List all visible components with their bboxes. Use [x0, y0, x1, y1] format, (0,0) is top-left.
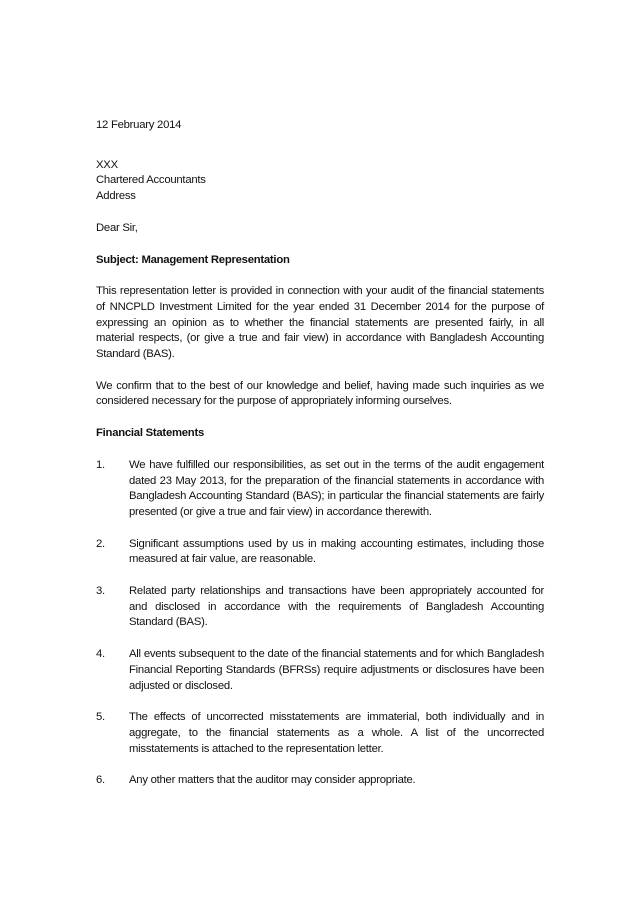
list-item	[96, 647, 544, 694]
subject-line: Subject: Management Representation	[96, 253, 290, 266]
recipient-name: XXX	[96, 158, 118, 171]
confirmation-paragraph: We confirm that to the best of our knowledge and belief, having made such inquiries as we considered necessary for the purpose of appropriately informing ourselves.	[96, 379, 544, 408]
list-item	[96, 537, 544, 568]
intro-paragraph: This representation letter is provided in connection with your audit of the financial statements of NNCPLD Investment Limited for the year ended 31 December 2014 for the purpose of expressing an opinion as to whether the financial statements are presented fairly, in all material respects, (or give a true and fair view) in accordance with Bangladesh Accounting Standard (BAS).	[96, 285, 544, 361]
recipient-line-3: Address	[96, 190, 136, 203]
list-item-number: 1.	[96, 458, 105, 471]
list-item-number: 6.	[96, 774, 105, 787]
list-item-text: We have fulfilled our responsibilities, as set out in the terms of the audit engagement dated 23 May 2013, for the preparation of the financial statements in accordance with Bangladesh Accounting Standard (BAS); in particular the financial statements are fairly presented (or give a true and fair view) in accordance therewith.	[129, 458, 544, 518]
recipient-line-2: Chartered Accountants	[96, 174, 206, 187]
list-item-text: Related party relationships and transactions have been appropriately accounted for and disclosed in accordance with the requirements of Bangladesh Accounting Standard (BAS).	[129, 585, 544, 629]
list-item-number: 4.	[96, 648, 105, 661]
numbered-list	[96, 458, 544, 789]
section-heading: Financial Statements	[96, 427, 205, 440]
list-item-text: All events subsequent to the date of the financial statements and for which Bangladesh Financial Reporting Standards (BFRSs) require adjustments or disclosures have been adjusted or disclosed.	[129, 648, 544, 692]
list-item	[96, 773, 544, 789]
list-item-text: The effects of uncorrected misstatements are immaterial, both individually and in aggregate, to the financial statements as a whole. A list of the uncorrected misstatements is attached to the representation letter.	[129, 711, 544, 755]
list-item-number: 3.	[96, 585, 105, 598]
list-item-text: Any other matters that the auditor may consider appropriate.	[129, 774, 416, 787]
list-item	[96, 584, 544, 631]
list-item-number: 2.	[96, 537, 105, 550]
list-item	[96, 458, 544, 521]
recipient-address	[96, 158, 544, 205]
list-item-number: 5.	[96, 711, 105, 724]
list-item	[96, 710, 544, 757]
letter-date: 12 February 2014	[96, 119, 182, 131]
letter-body	[96, 118, 544, 805]
salutation: Dear Sir,	[96, 221, 138, 234]
list-item-text: Significant assumptions used by us in making accounting estimates, including those measured at fair value, are reasonable.	[129, 537, 544, 566]
